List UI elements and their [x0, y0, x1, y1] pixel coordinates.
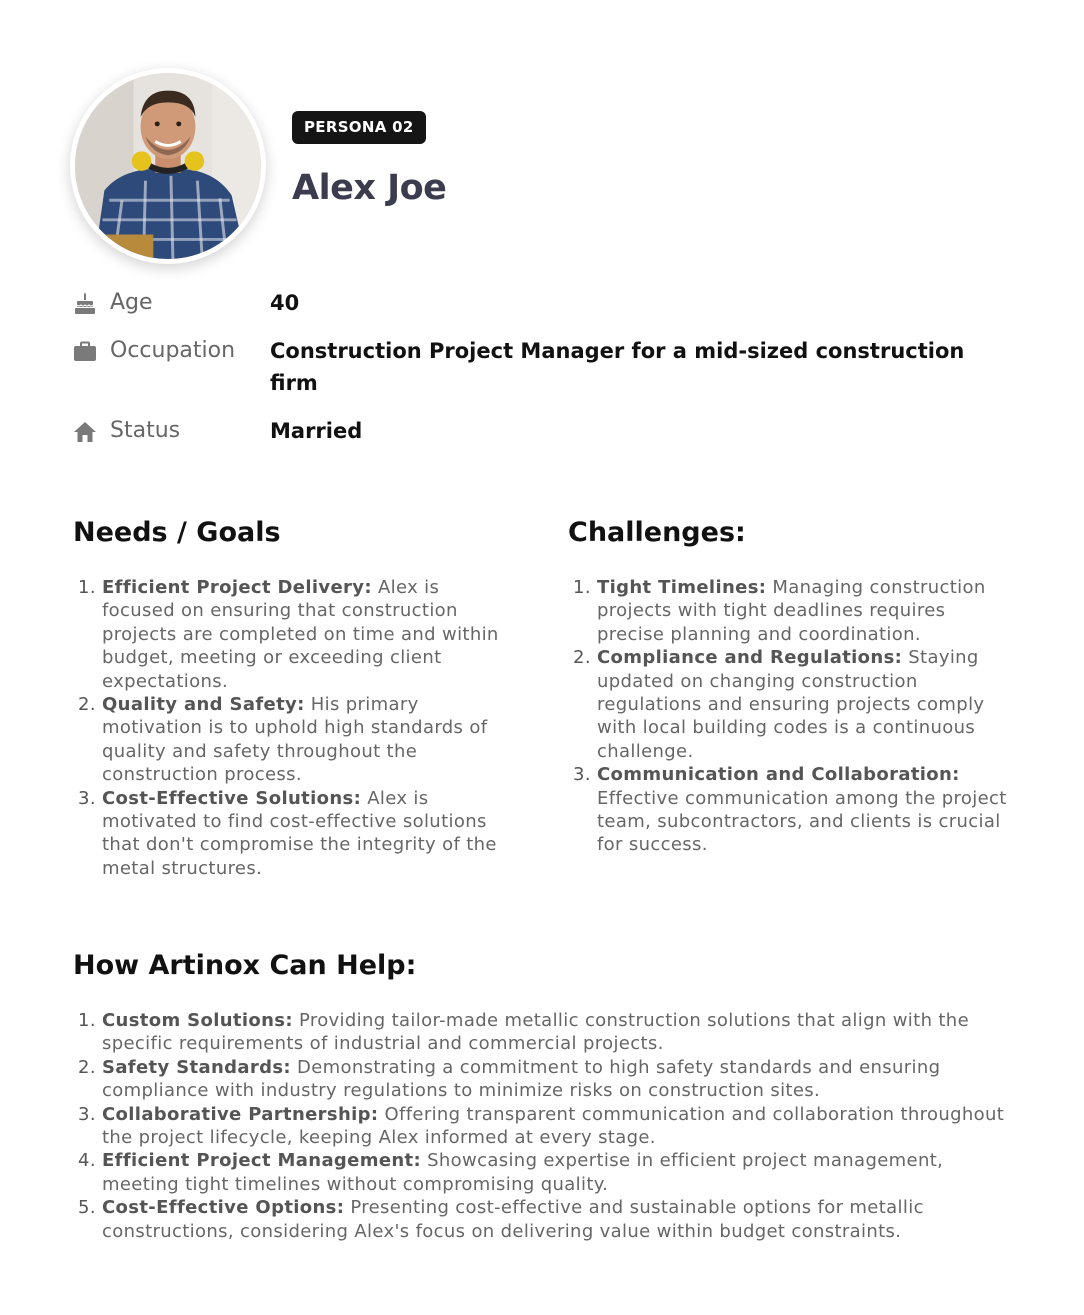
- list-item: [102, 1149, 1018, 1196]
- list-item: [102, 1056, 1018, 1103]
- list-item-term: Efficient Project Delivery:: [102, 577, 372, 598]
- list-item-text: Showcasing expertise in efficient project management, meeting tight timelines without compromising quality.: [102, 1150, 944, 1195]
- list-item-term: Custom Solutions:: [102, 1010, 293, 1031]
- home-icon: [73, 419, 99, 445]
- list-item: [102, 1196, 1018, 1243]
- list-item: [102, 576, 513, 693]
- persona-photo: [75, 73, 261, 259]
- persona-name: Alex Joe: [292, 168, 447, 208]
- attribute-label: Occupation: [110, 338, 236, 363]
- list-item-term: Cost-Effective Solutions:: [102, 787, 362, 809]
- birthday-cake-icon: [73, 291, 99, 317]
- attribute-age: [73, 290, 990, 319]
- list-item-text: Offering transparent communication and collaboration throughout the project lifecycle, keeping Alex informed at every stage.: [102, 1103, 1005, 1149]
- list-item-text: His primary motivation is to uphold high standards of quality and safety throughout the construction process.: [102, 694, 488, 786]
- how-artinox-can-help-heading: How Artinox Can Help:: [73, 950, 417, 981]
- list-item: [597, 576, 1014, 646]
- attribute-occupation: [73, 338, 990, 399]
- list-item-text: Staying updated on changing construction regulations and ensuring projects comply with local building codes is a continuous challenge.: [597, 647, 985, 762]
- needs-goals-heading: Needs / Goals: [73, 517, 281, 548]
- briefcase-icon: [73, 339, 99, 365]
- needs-goals-list: [73, 576, 513, 880]
- persona-avatar: [70, 68, 266, 264]
- list-item: [102, 1103, 1018, 1150]
- list-item-text: Alex is motivated to find cost-effective solutions that don't compromise the integrity of the metal structures.: [102, 787, 497, 879]
- how-artinox-can-help-list: [73, 1009, 1018, 1243]
- persona-badge: PERSONA 02: [292, 111, 426, 144]
- attribute-label: Status: [110, 418, 181, 443]
- list-item-term: Cost-Effective Options:: [102, 1197, 345, 1219]
- list-item-term: Communication and Collaboration:: [597, 764, 960, 786]
- list-item-term: Efficient Project Management:: [102, 1150, 422, 1172]
- attribute-status: [73, 418, 990, 447]
- list-item-term: Tight Timelines:: [597, 577, 767, 598]
- list-item-text: Effective communication among the project team, subcontractors, and clients is crucial for success.: [597, 787, 1007, 856]
- list-item: [102, 693, 513, 787]
- list-item: [102, 787, 513, 881]
- list-item-term: Safety Standards:: [102, 1056, 291, 1078]
- list-item: [597, 763, 1014, 857]
- list-item-text: Alex is focused on ensuring that construction projects are completed on time and within budget, meeting or exceeding client expectations.: [102, 577, 499, 692]
- list-item-text: Presenting cost-effective and sustainable options for metallic constructions, considering Alex's focus on delivering value within budget constraints.: [102, 1197, 924, 1242]
- attribute-label: Age: [110, 290, 153, 315]
- attribute-value: Construction Project Manager for a mid-sized construction firm: [270, 339, 965, 395]
- list-item-text: Demonstrating a commitment to high safety standards and ensuring compliance with industry regulations to minimize risks on construction sites.: [102, 1056, 941, 1102]
- challenges-heading: Challenges:: [568, 517, 746, 548]
- list-item-term: Compliance and Regulations:: [597, 647, 903, 669]
- challenges-list: [568, 576, 1014, 857]
- attribute-value: 40: [270, 291, 300, 315]
- attribute-value: Married: [270, 419, 363, 443]
- list-item-term: Collaborative Partnership:: [102, 1103, 379, 1125]
- list-item-text: Providing tailor-made metallic construction solutions that align with the specific requirements of industrial and commercial projects.: [102, 1010, 969, 1055]
- list-item-term: Quality and Safety:: [102, 694, 305, 716]
- list-item: [597, 646, 1014, 763]
- list-item-text: Managing construction projects with tight deadlines requires precise planning and coordination.: [597, 577, 986, 645]
- list-item: [102, 1009, 1018, 1056]
